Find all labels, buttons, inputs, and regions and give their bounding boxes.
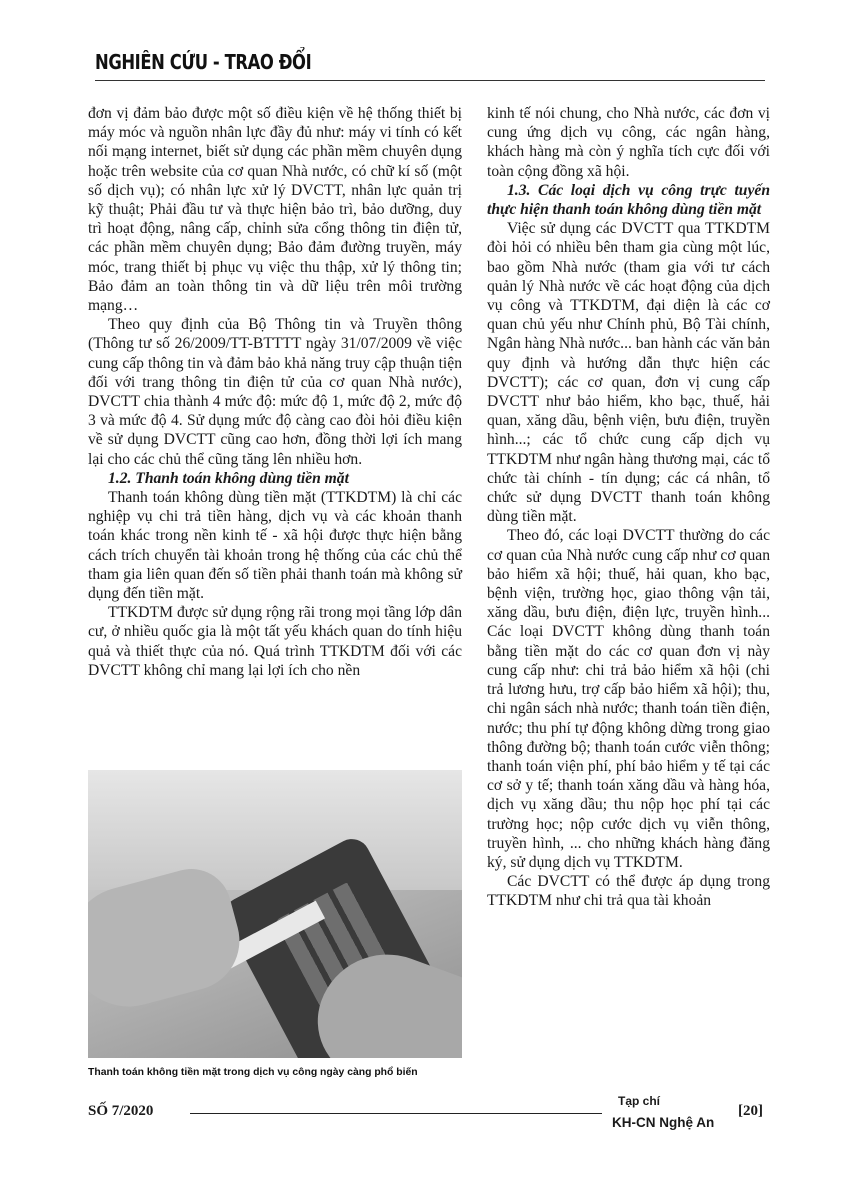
paragraph: Theo quy định của Bộ Thông tin và Truyền thông (Thông tư số 26/2009/TT-BTTTT ngày 31/07/2009 về việc cung cấp thông tin và đảm bảo khả năng truy cập thuận tiện đối với trang thông tin điện tử của cơ quan Nhà nước), DVCTT chia thành 4 mức độ: mức độ 1, mức độ 2, mức độ 3 và mức độ 4. Sử dụng mức độ càng cao đòi hỏi điều kiện về sử dụng DVCTT cũng cao hơn, đồng thời lợi ích mang lại cho các chủ thể cũng tăng lên nhiều hơn. <box>88 316 462 468</box>
paragraph: đơn vị đảm bảo được một số điều kiện về hệ thống thiết bị máy móc và nguồn nhân lực đầy đủ như: máy vi tính có kết nối mạng internet, biết sử dụng các phần mềm chuyên dụng hoặc trên website của cơ quan Nhà nước, có chữ kí số (một số dịch vụ); có nhân lực xử lý DVCTT, nhân lực quản trị kỹ thuật; Phải đầu tư và thực hiện bảo trì, bảo dưỡng, duy trì hoạt động, nâng cấp, chỉnh sửa cổng thông tin điện tử, các phần mềm chuyên dụng; Bảo đảm đường truyền, máy móc, trang thiết bị phục vụ việc thu thập, xử lý thông tin; Bảo đảm an toàn thông tin và dữ liệu trên môi trường mạng… <box>88 105 462 315</box>
footer-divider <box>190 1113 602 1114</box>
section-header: NGHIÊN CỨU - TRAO ĐỔI <box>95 50 312 74</box>
magazine-label: Tạp chí <box>618 1094 661 1108</box>
paragraph: kinh tế nói chung, cho Nhà nước, các đơn vị cung ứng dịch vụ công, các ngân hàng, khách hàng mà còn ý nghĩa tích cực đối với toàn cộng đồng xã hội. <box>487 105 770 180</box>
section-heading: 1.3. Các loại dịch vụ công trực tuyến thực hiện thanh toán không dùng tiền mặt <box>487 181 770 219</box>
paragraph: Các DVCTT có thể được áp dụng trong TTKDTM như chi trả qua tài khoản <box>487 873 770 910</box>
paragraph: Việc sử dụng các DVCTT qua TTKDTM đòi hỏi có nhiều bên tham gia cùng một lúc, bao gồm Nhà nước (tham gia với tư cách quản lý Nhà nước về các hoạt động của dịch vụ công và TTKDTM, đại diện là các cơ quan chủ yếu như Chính phủ, Bộ Tài chính, Ngân hàng Nhà nước... ban hành các văn bản quy định và hướng dẫn thực hiện các DVCTT); các cơ quan, đơn vị cung cấp DVCTT như bảo hiểm, kho bạc, thuế, hải quan, xăng dầu, bệnh viện, bưu điện, truyền hình...; các tổ chức cung cấp dịch vụ TTKDTM như ngân hàng thương mại, các tổ chức tài chính - tín dụng; các cá nhân, tổ chức sử dụng DVCTT thanh toán không dùng tiền mặt. <box>487 220 770 526</box>
page-number: [20] <box>738 1103 763 1119</box>
paragraph: Theo đó, các loại DVCTT thường do các cơ quan của Nhà nước cung cấp như cơ quan bảo hiểm xã hội; thuế, hải quan, kho bạc, bệnh viện, trường học, giao thông vận tải, xăng dầu, bưu điện, điện lực, truyền hình... Các loại DVCTT không dùng thanh toán bằng tiền mặt do các cơ quan đơn vị này cung cấp như: chi trả bảo hiểm xã hội (chi trả lương hưu, trợ cấp bảo hiểm xã hội); thu, chi ngân sách nhà nước; thanh toán tiền điện, nước; thu phí tự động không dừng trong giao thông đường bộ; thanh toán cước viễn thông; thanh toán viện phí, phí bảo hiểm y tế tại các cơ sở y tế; thanh toán xăng dầu và hàng hóa, dịch vụ xăng dầu; thu nộp học phí tại các trường học; nộp cước dịch vụ viễn thông, truyền hình, ... cho những khách hàng đăng ký, sử dụng dịch vụ TTKDTM. <box>487 527 770 871</box>
section-heading: 1.2. Thanh toán không dùng tiền mặt <box>108 469 349 487</box>
right-column <box>487 104 770 911</box>
issue-number: SỐ 7/2020 <box>88 1103 154 1119</box>
magazine-name: KH-CN Nghệ An <box>612 1115 715 1130</box>
background-blur <box>88 770 462 890</box>
payment-terminal-photo <box>88 770 462 1058</box>
paragraph: TTKDTM được sử dụng rộng rãi trong mọi tầng lớp dân cư, ở nhiều quốc gia là một tất yếu khách quan do tính hiệu quả và thiết thực của nó. Quá trình TTKDTM đối với các DVCTT không chỉ mang lại lợi ích cho nền <box>88 604 462 679</box>
header-divider <box>95 80 765 81</box>
left-column <box>88 104 462 680</box>
paragraph: Thanh toán không dùng tiền mặt (TTKDTM) là chỉ các nghiệp vụ chi trả tiền hàng, dịch vụ và các khoản thanh toán khác trong nền kinh tế - xã hội được thực hiện bằng cách trích chuyển tài khoản trong hệ thống của các chủ thể tham gia liên quan đến số tiền phải thanh toán mà không sử dụng đến tiền mặt. <box>88 489 462 603</box>
figure-caption: Thanh toán không tiền mặt trong dịch vụ công ngày càng phổ biến <box>88 1067 418 1078</box>
